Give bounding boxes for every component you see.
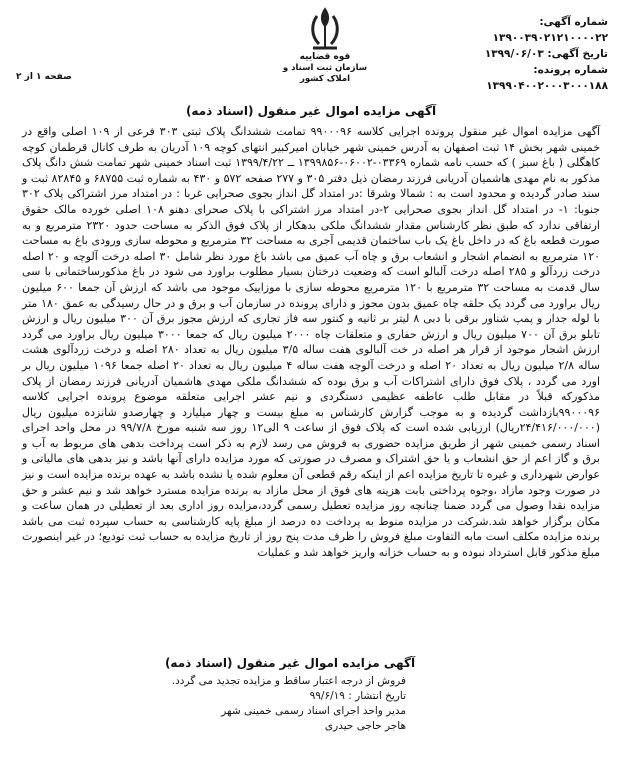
second-notice-title: آگهی مزایده اموال غیر منقول (اسناد ذمه) xyxy=(164,656,416,670)
file-number: شماره پرونده: ۱۳۹۹۰۴۰۰۲۰۰۰۳۰۰۰۱۸۸ xyxy=(486,64,608,92)
signatory-name: هاجر حاجی حیدری xyxy=(324,720,406,732)
org-line1: قوه قضاییه xyxy=(299,52,351,62)
notice-meta xyxy=(438,14,608,94)
notice-title: آگهی مزایده اموال غیر منقول (اسناد ذمه) xyxy=(185,104,437,118)
org-line2: سازمان ثبت اسناد و املاک کشور xyxy=(282,63,368,84)
notice-number: شماره آگهی: ۱۳۹۰۰۳۹۰۲۱۲۱۰۰۰۰۲۲ xyxy=(492,16,608,44)
publish-date: تاریخ انتشار : ۹۹/۶/۱۹ xyxy=(309,690,406,702)
notice-body xyxy=(22,124,600,561)
footer-line-1: فروش از درجه اعتبار ساقط و مزایده تجدید می گردد. xyxy=(171,675,406,687)
judiciary-emblem xyxy=(270,6,380,85)
notice-date: تاریخ آگهی: ۱۳۹۹/۰۶/۰۳ xyxy=(484,48,608,60)
office-manager-title: مدیر واحد اجرای اسناد رسمی خمینی شهر xyxy=(221,705,406,717)
notice-body-text: آگهی مزایده اموال غیر منقول پرونده اجرایی کلاسه ۹۹۰۰۰۹۶ تمامت ششدانگ پلاک ثبتی ۳۰۳ فرعی از ۱۰۹ اصلی واقع در خمینی شهر بخش ۱۴ ثبت اصفهان به آدرس خمینی شهر خیابان امیرکبیر انتهای کوچه ۱۰۹ آدریان به طرف کانال قرطمان کوچه کاهگلی ( باغ سبز ) که حسب نامه شماره ۰۳۳۶۹-۰۶۰۰۲-۱۳۹۹۸۵۶ ــ ۱۳۹۹/۴/۲۲ ثبت اسناد خمینی شهر تمامت شش دانگ پلاک مذکور به نام مهدی هاشمیان آدریانی فرزند رمضان ذیل دفتر ۳۰۵ و ۲۷۷ صفحه ۵۷۲ و ۴۳۰ به شماره ثبت ۶۸۷۵۵ و ۸۲۸۴۵ ثبت و سند صادر گردیده و محدود است به : شمالا وشرقا :در امتداد گل انداز بجوی صحرایی غربا : در امتداد مرز اشتراکی پلاک ۳۰۲ جنوبا: ۱- در امتداد گل انداز بجوی صحرایی ۲-در امتداد مرز اشتراکی با پلاک صحرای دهنو ۱۰۸ اصلی خورده مالک حقوق ارتفاقی ندارد که طبق نظر کارشناس مقدار ششدانگ ملکی بدهکار از پلاک فوق الذکر به مساحت حدود ۲۳۲۰ مترمربع و به صورت قطعه باغ که در داخل باغ یک باب ساختمان قدیمی آجری به مساحت ۳۲ مترمربع و محوطه سازی ورودی باغ به مساحت ۱۲۰ مترمربع به انضمام اشجار و انشعاب برق و چاه آب عمیق می باشد باغ مورد نظر شامل ۳۰ اصله درخت آلوچه و ۲۰ اصله درخت زردآلو و ۲۸۵ اصله درخت آلبالو است که وضعیت درختان بسیار مطلوب براورد می شود در باغ مذکورساختمانی با سی سال قدمت به مساحت ۳۲ مترمربع با ۱۲۰ مترمربع محوطه سازی با موزاییک موجود می باشد که ارزش آن جمعا ۶۰۰ میلیون ریال براورد می گردد یک حلقه چاه عمیق بدون مجوز و دارای پرونده در سازمان آب و برق و در حال رسیدگی به عمق ۱۸۰ متر با لوله جدار و پمپ شناور برقی با دبی ۸ لیتر بر ثانیه و کنتور سه فاز تجاری که ارزش مجوز برق آن ۳۰۰ میلیون ریال و ارزش تابلو برق آن ۷۰۰ میلیون ریال و ارزش حفاری و متعلقات چاه ۲۰۰۰ میلیون ریال که جمعا ۳۰۰۰ میلیون ریال براورد می گردد ارزش اشجار موجود از قرار هر اصله در خت آلبالوی هفت ساله ۳/۵ میلیون ریال به تعداد ۲۸۰ اصله و درخت زردآلوی هشت ساله ۲/۸ میلیون ریال به تعداد ۲۰ اصله و درخت آلوچه هفت ساله ۴ میلیون ریال به تعداد ۲۰ اصله جمعا ۱۰۹۶ میلیون ریال بر اورد می گردد ، پلاک فوق دارای اشتراکات آب و برق بوده که ششدانگ ملکی مهدی هاشمیان آدریانی فرزند رمضان از پلاک مذکورکه قبلاً در مقابل طلب عاطفه عظیمی دستگردی و نیم عشر اجرایی متعلقه موضوع پرونده اجرایی کلاسه ۹۹۰۰۰۹۶بازداشت گردیده و به موجب گزارش کارشناس به مبلغ بیست و چهار میلیارد و چهارصدو شانزده میلیون ریال (۲۴/۴۱۶/۰۰۰/۰۰۰ریال) ارزیابی شده است که پلاک فوق از ساعت ۹ الی۱۲ روز سه شنبه مورخ ۹۹/۷/۸ در محل واحد اجرای اسناد رسمی خمینی شهر از طریق مزایده حضوری به فروش می رسد لازم به ذکر است پرداخت بدهی های مربوط به آب و برق و گاز اعم از حق انشعاب و یا حق اشتراک و مصرف در صورتی که مورد مزایده دارای آنها باشد و نیز بدهی های مالیاتی و عوارض شهرداری و غیره تا تاریخ مزایده اعم از اینکه رقم قطعی آن معلوم شده یا نشده باشد به عهده برنده مزایده است و نیز در صورت وجود مازاد ،وجوه پرداختی بابت هزینه های فوق از محل مازاد به برنده مزایده مسترد خواهد شد و نیم عشر و حق مزایده نقدا وصول می گردد ضمنا چنانچه روز مزایده تعطیل رسمی گردد،مزایده روز اداری بعد از تعطیلی در همان ساعت و مکان برگزار خواهد شد.شرکت در مزایده منوط به پرداخت ده درصد از مبلغ پایه کارشناسی به حساب سپرده ثبت می باشد برنده مزایده مکلف است مابه التفاوت مبلغ فروش را ظرف مدت پنج روز از تاریخ مزایده به حساب ثبت تودیع؛ در غیر اینصورت مبلغ مذکور قابل استرداد نبوده و به حساب خزانه واریز خواهد شد و عملیات xyxy=(22,125,601,560)
notice-footer xyxy=(96,674,406,734)
emblem-icon xyxy=(305,6,345,52)
page-indicator: صفحه ۱ از ۲ xyxy=(16,72,72,82)
